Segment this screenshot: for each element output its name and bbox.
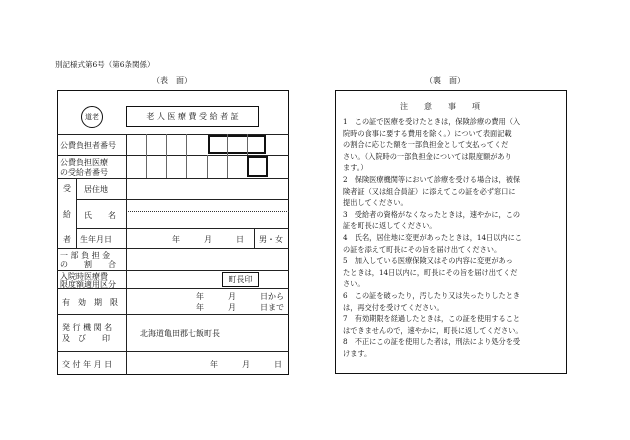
note-line: 院時の食事に要する費用を除く。）について表面記載	[343, 128, 512, 138]
note-line: ます。）	[343, 163, 368, 173]
note-line: 5 加入している医療保険又はその内容に変更があっ	[343, 256, 513, 266]
form-header: 別記様式第6号（第6条関係）	[55, 60, 155, 69]
mayor-stamp-box: 町長印	[222, 272, 259, 287]
note-line: さい。（入院時の一部負担金については限度額があり	[343, 151, 512, 161]
note-line: 提出してください。	[343, 198, 408, 208]
name-label: 氏 名	[84, 211, 116, 220]
gender-value: 男・女	[259, 235, 283, 244]
back-label: （裏 面）	[425, 76, 465, 85]
recipient-number-boxes	[126, 155, 289, 178]
note-line: 8 不正にこの証を使用した者は，刑法により処分を受	[343, 337, 521, 347]
recipient-char-1: 受	[63, 184, 71, 193]
seal-circle: 道老	[81, 106, 103, 128]
note-line: 1 この証で医療を受けたときは，保険診療の費用（入	[343, 117, 521, 126]
note-line: は，再交付を受けてください。	[343, 302, 444, 312]
copay-label-2: の 割 合	[60, 260, 116, 269]
validity-label: 有 効 期 限	[62, 298, 118, 307]
valid-to: 年 月 日まで	[196, 303, 284, 312]
notes-list	[343, 116, 563, 359]
issuer-value: 北海道亀田郡七飯町長	[140, 329, 220, 338]
note-line: さい。	[343, 279, 365, 289]
note-line: 険者証（又は組合員証）に添えてこの証を必ず窓口に	[343, 186, 516, 196]
valid-from: 年 月 日から	[196, 292, 284, 301]
note-line: たときは，14日以内に，町長にその旨を届け出てくだ	[343, 267, 518, 277]
recipient-char-3: 者	[63, 235, 71, 244]
card-title: 老 人 医 療 費 受 給 者 証	[126, 106, 259, 127]
recipient-char-2: 給	[63, 210, 71, 219]
issue-date-label: 交 付 年 月 日	[62, 360, 113, 369]
note-line: の証を添えて町長にその旨を届け出てください。	[343, 244, 502, 254]
note-line: はできませんので，速やかに，町長に返してください。	[343, 325, 523, 335]
public-recipient-number-label-2: の受給者番号	[60, 168, 108, 177]
note-line: 2 保険医療機関等において診療を受ける場合は，被保	[343, 174, 521, 184]
issuer-label-2: 及 び 印	[62, 334, 110, 343]
payer-number-boxes	[126, 134, 289, 155]
dob-label: 生年月日	[80, 235, 112, 244]
inpatient-label-2: 限度額適用区分	[60, 280, 116, 289]
notes-title: 注 意 事 項	[400, 102, 480, 111]
inpatient-label-1: 入院時医療費	[60, 272, 108, 281]
note-line: の割合に応じた額を一部負担金として支払ってくだ	[343, 140, 509, 150]
address-label: 居住地	[84, 185, 108, 194]
note-line: 証を町長に返してください。	[343, 221, 437, 231]
note-line: 6 この証を破ったり，汚したり又は失ったりしたとき	[343, 290, 521, 300]
note-line: けます。	[343, 348, 372, 358]
front-label: （表 面）	[152, 76, 192, 85]
note-line: 7 有効期限を経過したときは，この証を使用すること	[343, 314, 521, 324]
issue-date-value: 年 月 日	[210, 360, 282, 369]
public-payer-number-label: 公費負担者番号	[60, 141, 116, 150]
note-line: 4 氏名，居住地に変更があったときは，14日以内にこ	[343, 232, 522, 242]
public-recipient-number-label-1: 公費負担医療	[60, 158, 108, 167]
issuer-label-1: 発 行 機 関 名	[62, 323, 113, 332]
dob-value: 年 月 日	[172, 235, 244, 244]
note-line: 3 受給者の資格がなくなったときは，速やかに，この	[343, 209, 521, 219]
copay-label-1: 一 部 負 担 金	[60, 251, 111, 260]
